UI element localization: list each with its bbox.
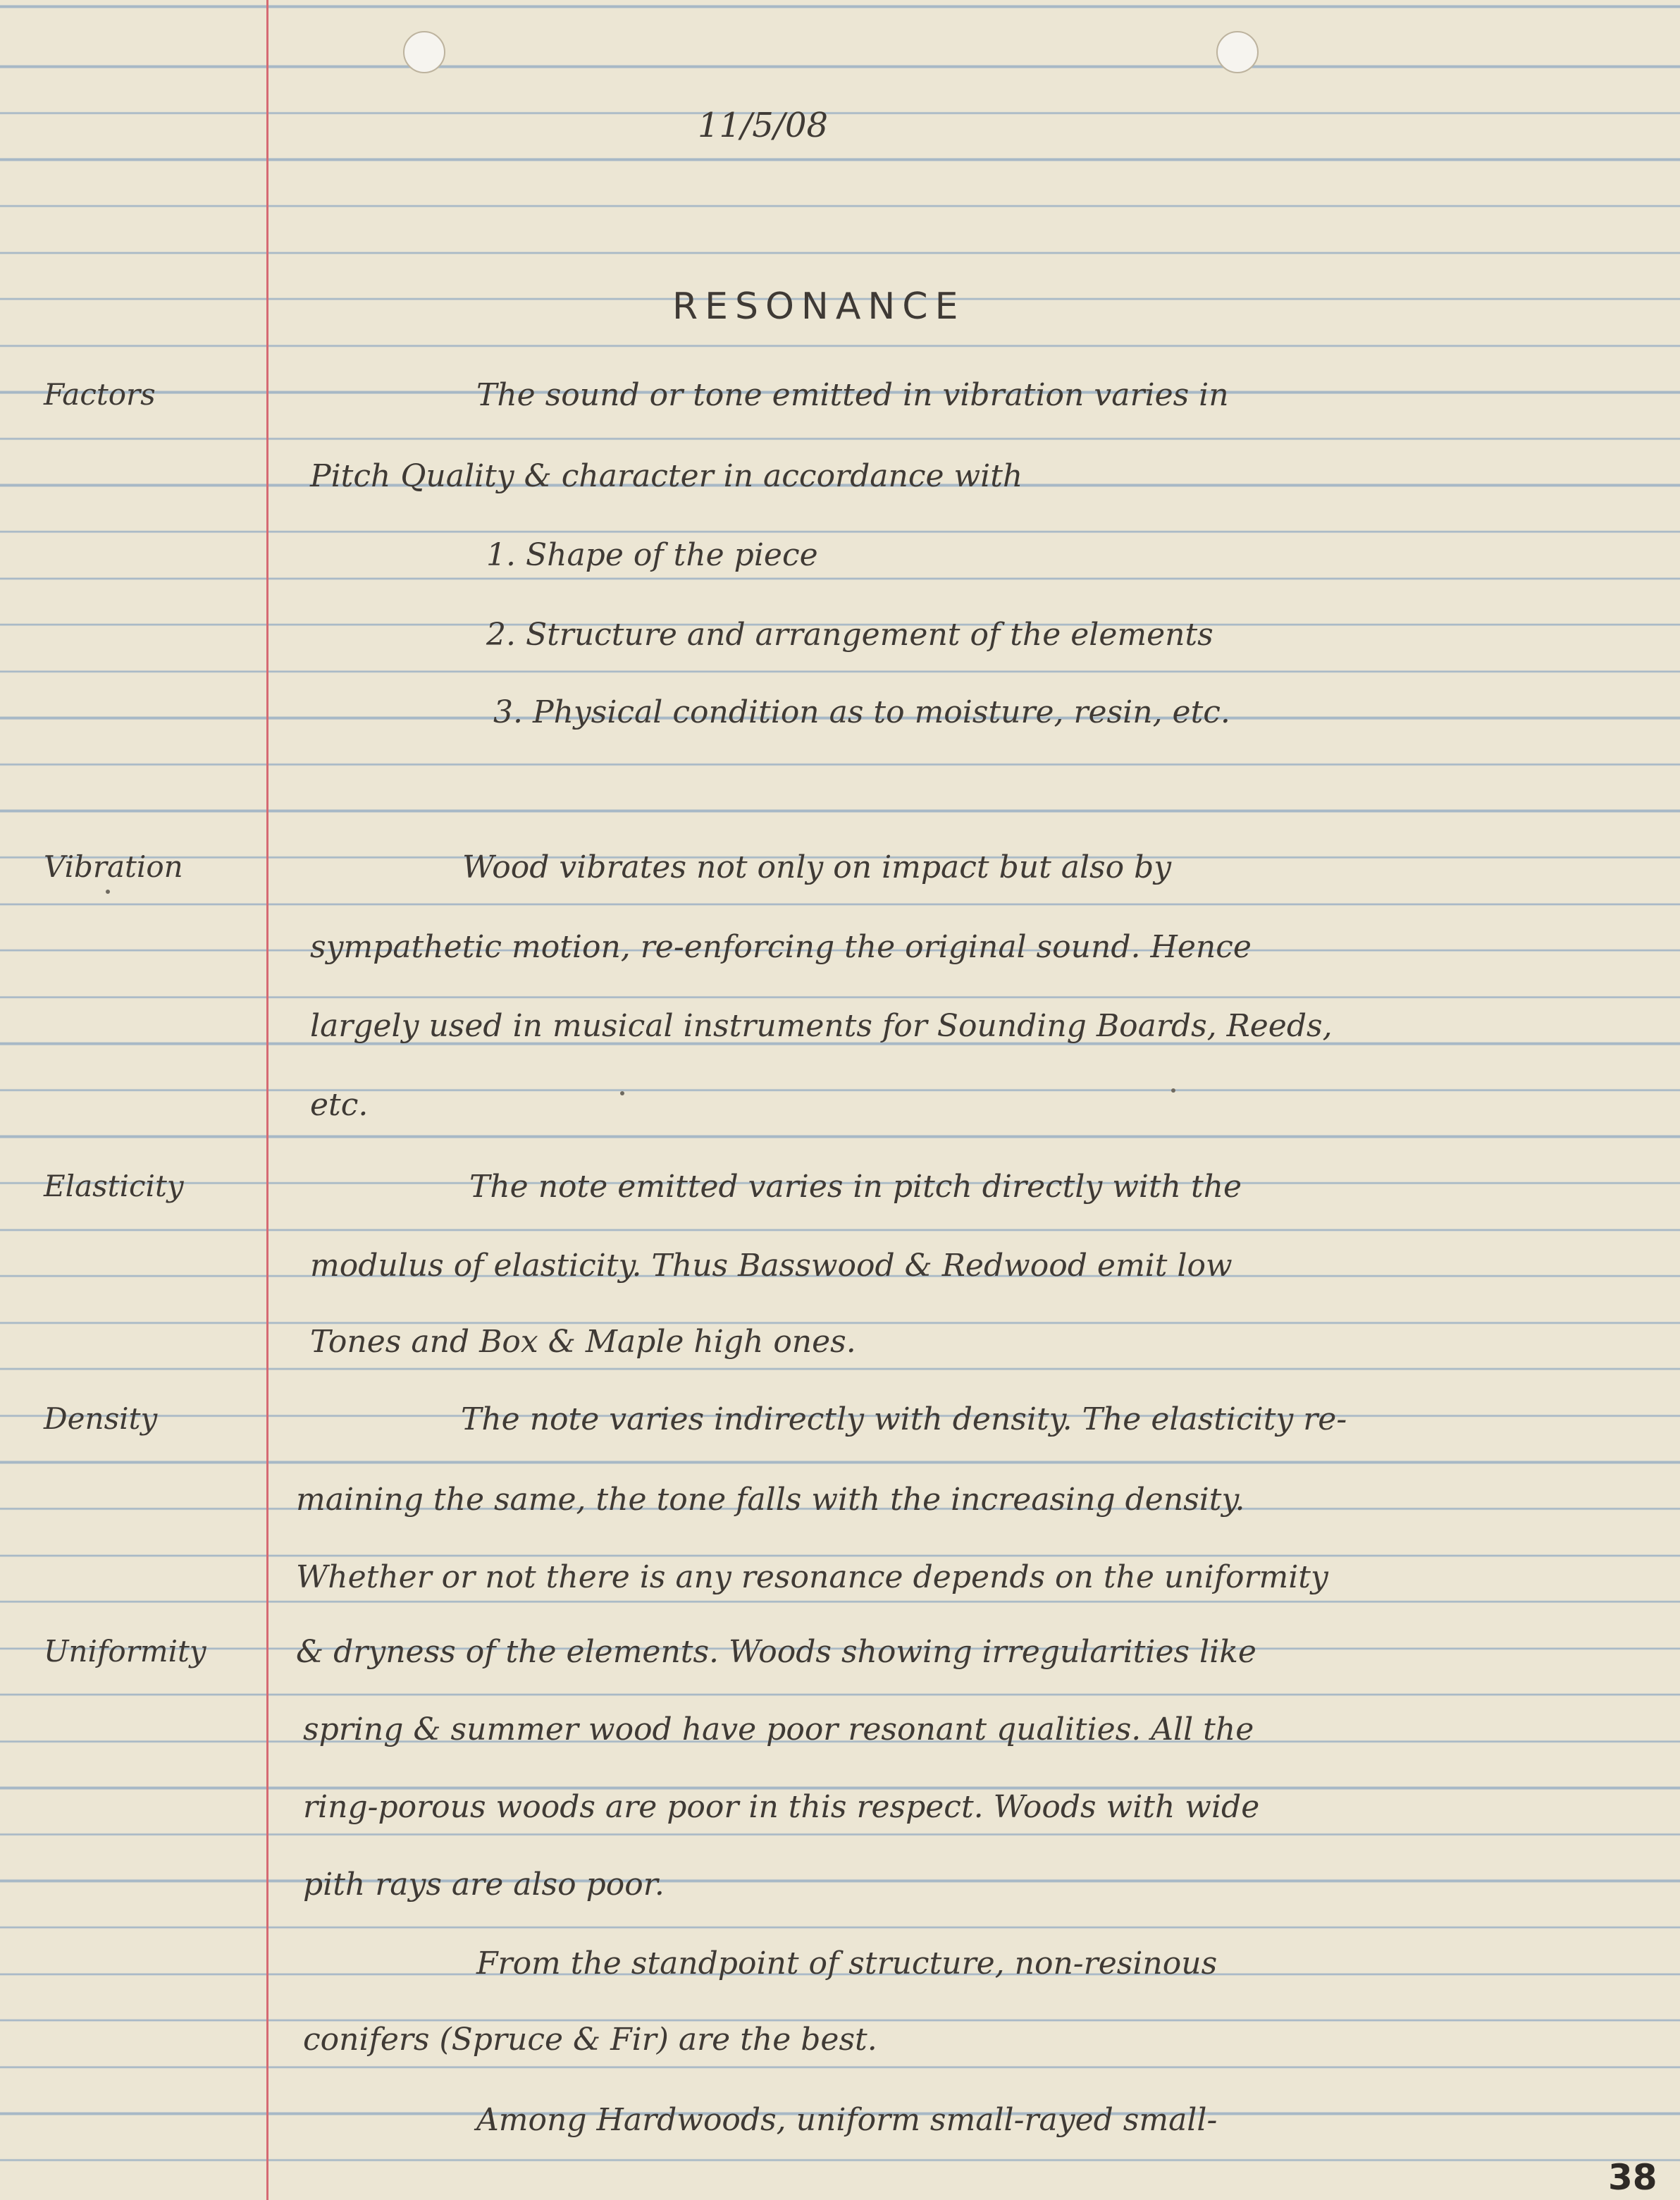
ink-dot	[1171, 1088, 1175, 1093]
text-line: Wood vibrates not only on impact but also by	[462, 849, 1172, 885]
punch-hole-icon	[403, 31, 445, 73]
margin-note-factors: Factors	[44, 377, 156, 412]
text-line: The note varies indirectly with density. The elasticity re-	[461, 1401, 1347, 1437]
text-line: sympathetic motion, re-enforcing the original sound. Hence	[310, 929, 1252, 965]
text-line: ring-porous woods are poor in this respect. Woods with wide	[303, 1789, 1260, 1825]
punch-hole-icon	[1216, 31, 1259, 73]
page-title: RESONANCE	[672, 285, 965, 328]
ink-dot	[620, 1091, 624, 1095]
text-line: 2. Structure and arrangement of the elements	[486, 617, 1213, 653]
text-line: conifers (Spruce & Fir) are the best.	[303, 2022, 877, 2058]
text-line: etc.	[310, 1087, 369, 1123]
red-margin-line	[266, 0, 268, 2200]
text-line: Tones and Box & Maple high ones.	[310, 1324, 856, 1360]
text-line: From the standpoint of structure, non-resinous	[476, 1946, 1218, 1981]
text-line: The sound or tone emitted in vibration varies in	[476, 377, 1229, 413]
text-line: spring & summer wood have poor resonant qualities. All the	[303, 1712, 1254, 1747]
margin-note-vibration: Vibration	[44, 849, 183, 884]
text-line: & dryness of the elements. Woods showing irregularities like	[296, 1634, 1256, 1670]
ink-dot	[106, 890, 110, 894]
margin-note-elasticity: Elasticity	[44, 1169, 184, 1203]
text-line: pith rays are also poor.	[303, 1867, 665, 1903]
date: 11/5/08	[698, 106, 829, 145]
text-line: largely used in musical instruments for Sounding Boards, Reeds,	[310, 1008, 1333, 1044]
text-line: modulus of elasticity. Thus Basswood & Redwood emit low	[310, 1248, 1233, 1284]
margin-note-density: Density	[44, 1401, 158, 1436]
page-number: 38	[1608, 2157, 1657, 2198]
text-line: 1. Shape of the piece	[486, 537, 818, 573]
text-line: Among Hardwoods, uniform small-rayed small-	[476, 2102, 1218, 2138]
text-line: 3. Physical condition as to moisture, resin, etc.	[493, 694, 1230, 730]
text-line: Pitch Quality & character in accordance with	[310, 458, 1023, 494]
text-line: Whether or not there is any resonance depends on the uniformity	[296, 1559, 1328, 1595]
text-line: maining the same, the tone falls with the increasing density.	[296, 1482, 1245, 1518]
margin-note-uniformity: Uniformity	[44, 1634, 206, 1669]
text-line: The note emitted varies in pitch directly with the	[469, 1169, 1242, 1205]
